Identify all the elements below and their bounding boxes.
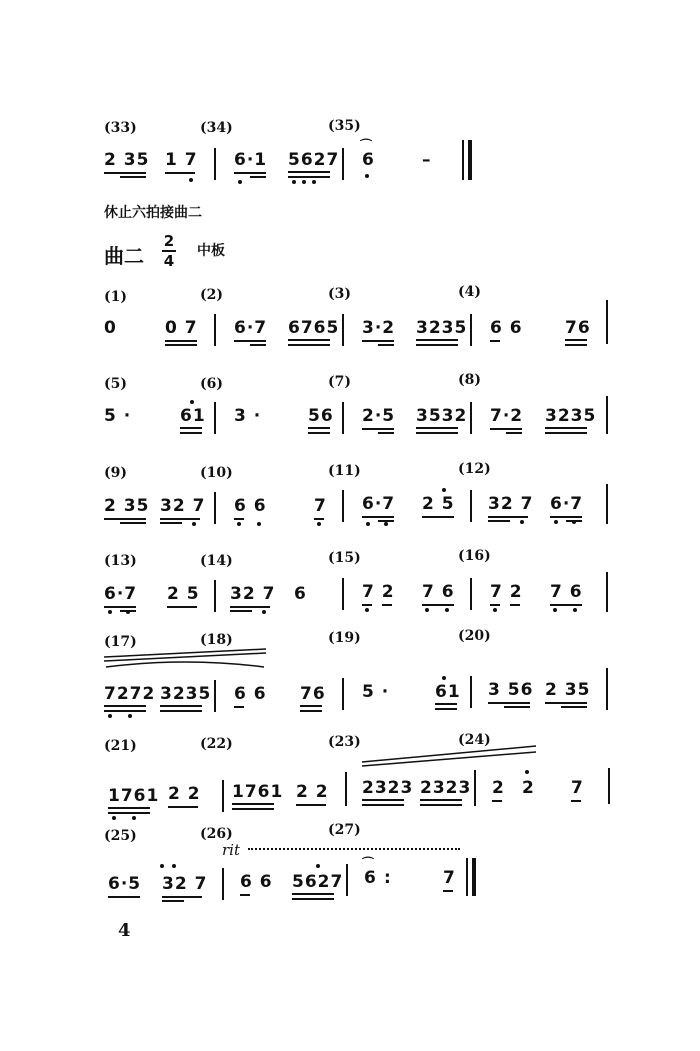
underline [362, 428, 394, 430]
double-underline [565, 339, 587, 346]
double-underline [416, 427, 458, 434]
ritardando-marking: rit [222, 841, 240, 859]
high-dot [442, 676, 446, 680]
low-dot [132, 816, 136, 820]
note-group: 6·7 [234, 318, 268, 338]
barline [606, 572, 608, 612]
time-signature-bottom: 4 [163, 252, 175, 270]
underline [362, 340, 394, 342]
barline [470, 402, 472, 434]
low-dot [365, 174, 369, 178]
measure-number: (18) [200, 632, 233, 648]
note-group: 6·7 [362, 494, 396, 514]
note-group: 3235 [545, 406, 597, 426]
note-group: 61 [435, 682, 461, 702]
note-group: 2323 [420, 778, 472, 798]
underline [488, 520, 510, 522]
note-group: 7 [571, 778, 584, 798]
low-dot [425, 608, 429, 612]
note-group: 3235 [160, 684, 212, 704]
high-dot [190, 400, 194, 404]
measure-number: (7) [328, 374, 351, 390]
measure-number: (12) [458, 461, 491, 477]
barline [214, 580, 216, 612]
note-group: 0 7 [165, 318, 198, 338]
barline [606, 300, 608, 344]
low-dot [292, 180, 296, 184]
underline [561, 706, 587, 708]
barline [222, 868, 224, 900]
underline [490, 340, 500, 342]
underline [160, 522, 182, 524]
note-group: 2323 [362, 778, 414, 798]
note-group: 6·5 [108, 874, 142, 894]
measure-number: (35) [328, 118, 361, 134]
double-underline [362, 799, 404, 806]
underline [162, 900, 184, 902]
double-underline [180, 427, 202, 434]
note-group: 32 7 [488, 494, 534, 514]
underline [504, 706, 530, 708]
double-underline [308, 427, 330, 434]
underline [296, 804, 326, 806]
low-dot [257, 522, 261, 526]
note-group: 2 2 [296, 782, 329, 802]
double-underline [300, 705, 322, 712]
barline [214, 148, 216, 180]
measure-number: (19) [328, 630, 361, 646]
underline [422, 604, 454, 606]
measure-number: (16) [458, 548, 491, 564]
barline [462, 140, 464, 180]
low-dot [192, 522, 196, 526]
underline [550, 604, 582, 606]
barline [606, 484, 608, 524]
underline [490, 604, 500, 606]
underline [104, 172, 146, 174]
underline [162, 896, 202, 898]
underline [314, 518, 324, 520]
barline [470, 490, 472, 522]
underline [167, 606, 197, 608]
measure-number: (13) [104, 553, 137, 569]
note-group: 5 · [104, 406, 132, 426]
final-barline [472, 858, 476, 896]
note-group: 0 [104, 318, 117, 338]
note-group: 2 [492, 778, 505, 798]
note-group: 7 2 [362, 582, 395, 602]
low-dot [189, 178, 193, 182]
measure-number: (26) [200, 826, 233, 842]
underline [550, 516, 582, 518]
low-dot [302, 180, 306, 184]
underline [230, 606, 270, 608]
double-underline [288, 339, 330, 346]
barline [342, 678, 344, 710]
measure-number: (11) [328, 463, 361, 479]
low-dot [238, 180, 242, 184]
note-group: 2 [522, 778, 535, 798]
note-group: 6 6 [240, 872, 273, 892]
fermata-icon: ⌒ [362, 856, 375, 870]
note-group: – [422, 150, 432, 170]
barline [214, 314, 216, 346]
note-group: 7 6 [422, 582, 455, 602]
note-group: 32 7 [162, 874, 208, 894]
high-dot [160, 864, 164, 868]
double-underline [292, 893, 334, 900]
measure-number: (24) [458, 732, 491, 748]
underline [234, 340, 266, 342]
underline [240, 894, 250, 896]
barline [342, 402, 344, 434]
slur-icon [100, 645, 270, 671]
double-underline [545, 427, 587, 434]
underline [362, 516, 394, 518]
underline [545, 702, 587, 704]
note-group: 2 35 [104, 496, 150, 516]
barline [342, 314, 344, 346]
low-dot [128, 714, 132, 718]
barline [342, 578, 344, 610]
barline [342, 490, 344, 522]
double-underline [416, 339, 458, 346]
underline [510, 604, 520, 606]
measure-number: (20) [458, 628, 491, 644]
measure-number: (9) [104, 465, 127, 481]
underline [168, 806, 198, 808]
note-group: 7272 [104, 684, 156, 704]
low-dot [554, 520, 558, 524]
barline [470, 314, 472, 346]
fermata-icon: ⌒ [360, 138, 373, 152]
note-group: 6765 [288, 318, 340, 338]
underline [571, 800, 581, 802]
underline [104, 518, 146, 520]
measure-number: (4) [458, 284, 481, 300]
low-dot [108, 610, 112, 614]
underline [362, 604, 372, 606]
measure-number: (33) [104, 120, 137, 136]
underline [108, 896, 140, 898]
measure-number: (1) [104, 289, 127, 305]
note-group: 76 [300, 684, 326, 704]
low-dot [108, 714, 112, 718]
note-group: 3 56 [488, 680, 534, 700]
measure-number: (5) [104, 376, 127, 392]
underline [234, 518, 244, 520]
measure-number: (21) [104, 738, 137, 754]
time-signature-top: 2 [163, 232, 175, 250]
underline [492, 800, 502, 802]
low-dot [312, 180, 316, 184]
measure-number: (10) [200, 465, 233, 481]
low-dot [520, 520, 524, 524]
barline [606, 668, 608, 710]
underline [250, 344, 266, 346]
note-group: 6 6 [490, 318, 523, 338]
double-underline [420, 799, 462, 806]
barline [214, 680, 216, 712]
note-group: 7 6 [550, 582, 583, 602]
note-group: 1761 [108, 786, 160, 806]
double-underline [435, 703, 457, 710]
double-underline [104, 705, 146, 712]
underline [378, 344, 394, 346]
measure-number: (17) [104, 634, 137, 650]
note-group: 6 [294, 584, 307, 604]
note-group: 7 [314, 496, 327, 516]
barline [608, 768, 610, 804]
note-group: 5 · [362, 682, 390, 702]
underline [234, 706, 244, 708]
note-group: 32 7 [160, 496, 206, 516]
underline [250, 176, 266, 178]
high-dot [525, 770, 529, 774]
barline [466, 858, 468, 896]
note-group: 7·2 [490, 406, 524, 426]
underline [165, 172, 195, 174]
note-group: 61 [180, 406, 206, 426]
section-title: 曲二 [104, 244, 144, 268]
measure-number: (25) [104, 828, 137, 844]
double-underline [160, 705, 202, 712]
note-group: 3235 [416, 318, 468, 338]
barline [345, 772, 347, 806]
low-dot [262, 610, 266, 614]
note-group: 2·5 [362, 406, 396, 426]
high-dot [316, 864, 320, 868]
measure-number: (8) [458, 372, 481, 388]
note-group: 6 [362, 150, 375, 170]
low-dot [573, 608, 577, 612]
barline [214, 402, 216, 434]
final-barline [468, 140, 472, 180]
low-dot [553, 608, 557, 612]
underline [378, 432, 394, 434]
barline [470, 676, 472, 708]
note-group: 56 [308, 406, 334, 426]
barline [474, 770, 476, 806]
low-dot [317, 522, 321, 526]
instruction-text: 休止六拍接曲二 [104, 205, 202, 221]
underline [490, 428, 522, 430]
low-dot [365, 608, 369, 612]
measure-number: (14) [200, 553, 233, 569]
low-dot [126, 610, 130, 614]
low-dot [493, 608, 497, 612]
note-group: 6·7 [104, 584, 138, 604]
underline [234, 172, 266, 174]
underline [422, 516, 454, 518]
page-number: 4 [118, 920, 131, 941]
low-dot [445, 608, 449, 612]
underline [165, 340, 197, 342]
note-group: 5627 [288, 150, 340, 170]
underline [104, 606, 136, 608]
double-underline [108, 807, 150, 814]
note-group: 3532 [416, 406, 468, 426]
low-dot [237, 522, 241, 526]
note-group: 2 35 [104, 150, 150, 170]
underline [488, 516, 528, 518]
note-group: 6·1 [234, 150, 268, 170]
note-group: 3 · [234, 406, 262, 426]
barline [470, 578, 472, 610]
underline [165, 344, 197, 346]
note-group: 2 35 [545, 680, 591, 700]
measure-number: (2) [200, 287, 223, 303]
barline [346, 864, 348, 896]
note-group: 2 5 [167, 584, 200, 604]
measure-number: (3) [328, 286, 351, 302]
double-underline [232, 803, 274, 810]
measure-number: (34) [200, 120, 233, 136]
slur-icon [358, 742, 540, 768]
low-dot [366, 522, 370, 526]
measure-number: (15) [328, 550, 361, 566]
underline [443, 890, 453, 892]
note-group: 7 [443, 868, 456, 888]
measure-number: (22) [200, 736, 233, 752]
note-group: 2 5 [422, 494, 455, 514]
barline [214, 492, 216, 524]
underline [382, 604, 392, 606]
note-group: 76 [565, 318, 591, 338]
underline [120, 522, 146, 524]
barline [222, 780, 224, 812]
note-group: 7 2 [490, 582, 523, 602]
tempo-marking: 中板 [197, 243, 225, 259]
barline [606, 396, 608, 434]
note-group: 1761 [232, 782, 284, 802]
barline [342, 148, 344, 180]
underline [120, 176, 146, 178]
measure-number: (23) [328, 734, 361, 750]
high-dot [442, 488, 446, 492]
note-group: 6 6 [234, 496, 267, 516]
note-group: 6·7 [550, 494, 584, 514]
underline [160, 518, 200, 520]
low-dot [572, 520, 576, 524]
note-group: 1 7 [165, 150, 198, 170]
high-dot [172, 864, 176, 868]
underline [230, 610, 252, 612]
low-dot [112, 816, 116, 820]
note-group: : [384, 868, 392, 888]
note-group: 6 6 [234, 684, 267, 704]
double-underline [288, 171, 330, 178]
note-group: 5627 [292, 872, 344, 892]
underline [488, 702, 530, 704]
measure-number: (6) [200, 376, 223, 392]
note-group: 2 2 [168, 784, 201, 804]
underline [506, 432, 522, 434]
note-group: 32 7 [230, 584, 276, 604]
measure-number: (27) [328, 822, 361, 838]
note-group: 6 [364, 868, 377, 888]
note-group: 3·2 [362, 318, 396, 338]
low-dot [384, 522, 388, 526]
ritardando-dotted-line [248, 848, 460, 850]
